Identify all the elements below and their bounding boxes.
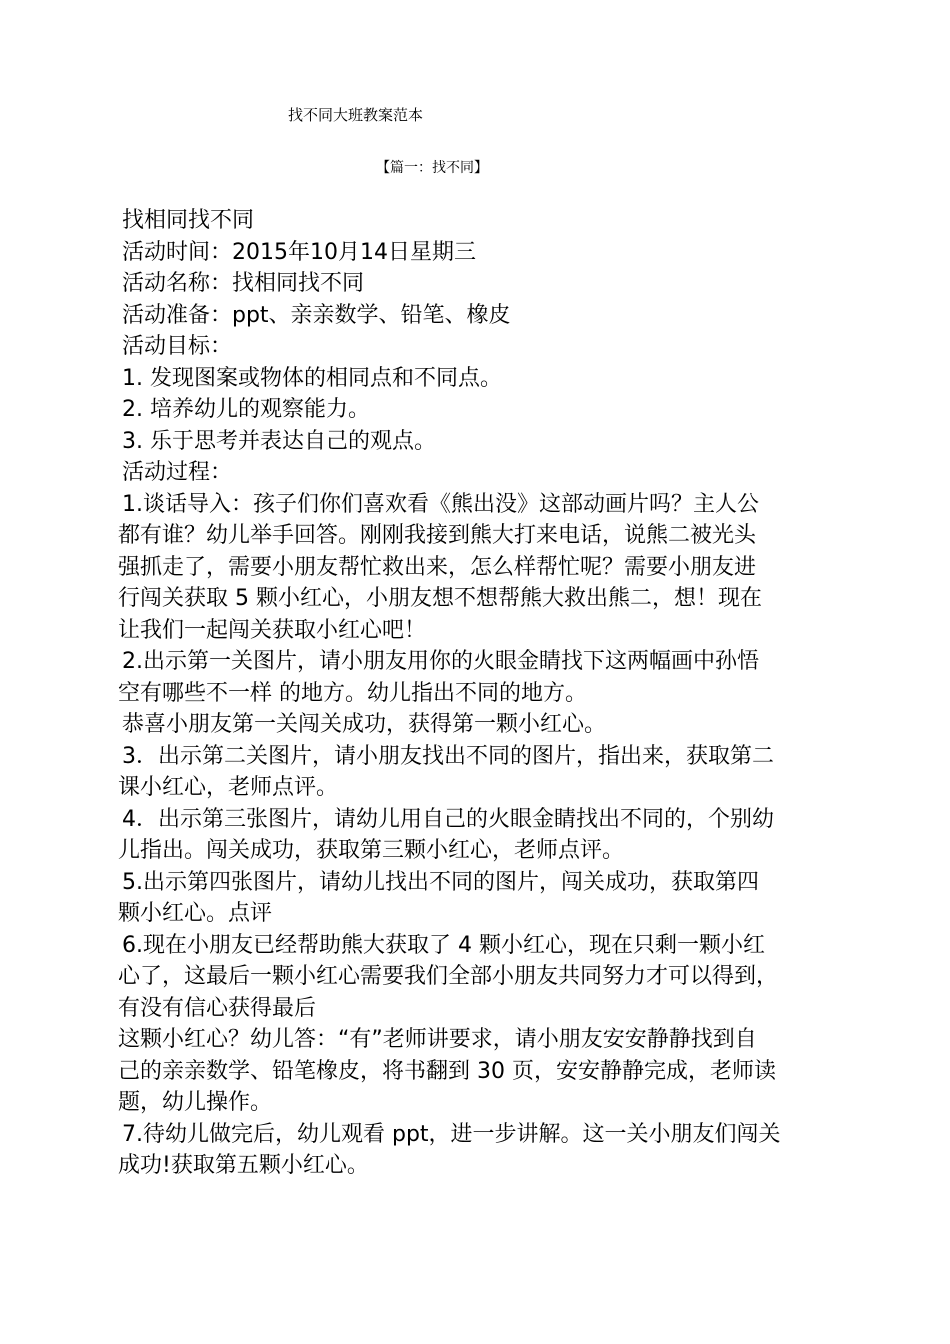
process-text-line: 成功!获取第五颗小红心。 <box>118 1153 369 1178</box>
process-heading: 活动过程： <box>122 460 233 485</box>
process-text-line: 4．出示第三张图片，请幼儿用自己的火眼金睛找出不同的，个别幼 <box>122 806 774 832</box>
goals-heading: 活动目标： <box>122 334 233 359</box>
process-text-line: 让我们一起闯关获取小红心吧！ <box>118 617 427 643</box>
process-text-line: 强抓走了，需要小朋友帮忙救出来，怎么样帮忙呢？需要小朋友进 <box>118 554 757 580</box>
process-text-line: 6.现在小朋友已经帮助熊大获取了 4 颗小红心，现在只剩一颗小红 <box>122 932 765 958</box>
process-text-line: 都有谁？幼儿举手回答。刚刚我接到熊大打来电话，说熊二被光头 <box>118 523 757 548</box>
goal-item: 1. 发现图案或物体的相同点和不同点。 <box>122 365 502 391</box>
process-text-line: 1.谈话导入：孩子们你们喜欢看《熊出没》这部动画片吗？主人公 <box>122 491 759 517</box>
section-label: 【篇一：找不同】 <box>376 160 488 176</box>
process-text-line: 5.出示第四张图片，请幼儿找出不同的图片，闯关成功，获取第四 <box>122 869 759 895</box>
process-text-line: 儿指出。闯关成功，获取第三颗小红心，老师点评。 <box>118 838 625 863</box>
process-text-line: 课小红心，老师点评。 <box>118 775 339 800</box>
goal-item: 2. 培养幼儿的观察能力。 <box>122 397 370 422</box>
goal-item: 3. 乐于思考并表达自己的观点。 <box>122 428 436 454</box>
process-text-line: 7.待幼儿做完后，幼儿观看 ppt，进一步讲解。这一关小朋友们闯关 <box>122 1121 781 1147</box>
document-title: 找不同大班教案范本 <box>288 106 424 124</box>
activity-preparation: 活动准备：ppt、亲亲数学、铅笔、橡皮 <box>122 302 511 328</box>
process-text-line: 空有哪些不一样 的地方。幼儿指出不同的地方。 <box>118 680 587 706</box>
process-text-line: 恭喜小朋友第一关闯关成功，获得第一颗小红心。 <box>122 712 607 737</box>
process-text-line: 心了，这最后一颗小红心需要我们全部小朋友共同努力才可以得到， <box>118 964 779 989</box>
process-text-line: 3．出示第二关图片，请小朋友找出不同的图片，指出来，获取第二 <box>122 743 774 769</box>
activity-name: 活动名称：找相同找不同 <box>122 271 365 296</box>
lesson-name: 找相同找不同 <box>122 208 255 233</box>
activity-time: 活动时间：2015年10月14日星期三 <box>122 239 476 265</box>
process-text-line: 颗小红心。点评 <box>118 901 273 926</box>
process-text-line: 这颗小红心？幼儿答：“有”老师讲要求，请小朋友安安静静找到自 <box>118 1027 757 1052</box>
process-text-line: 有没有信心获得最后 <box>118 995 317 1021</box>
process-text-line: 行闯关获取 5 颗小红心，小朋友想不想帮熊大救出熊二，想！现在 <box>118 586 762 611</box>
process-text-line: 2.出示第一关图片，请小朋友用你的火眼金睛找下这两幅画中孙悟 <box>122 649 759 674</box>
process-text-line: 己的亲亲数学、铅笔橡皮，将书翻到 30 页，安安静静完成，老师读 <box>118 1058 776 1084</box>
document-body <box>118 205 838 1182</box>
process-text-line: 题，幼儿操作。 <box>118 1090 273 1115</box>
